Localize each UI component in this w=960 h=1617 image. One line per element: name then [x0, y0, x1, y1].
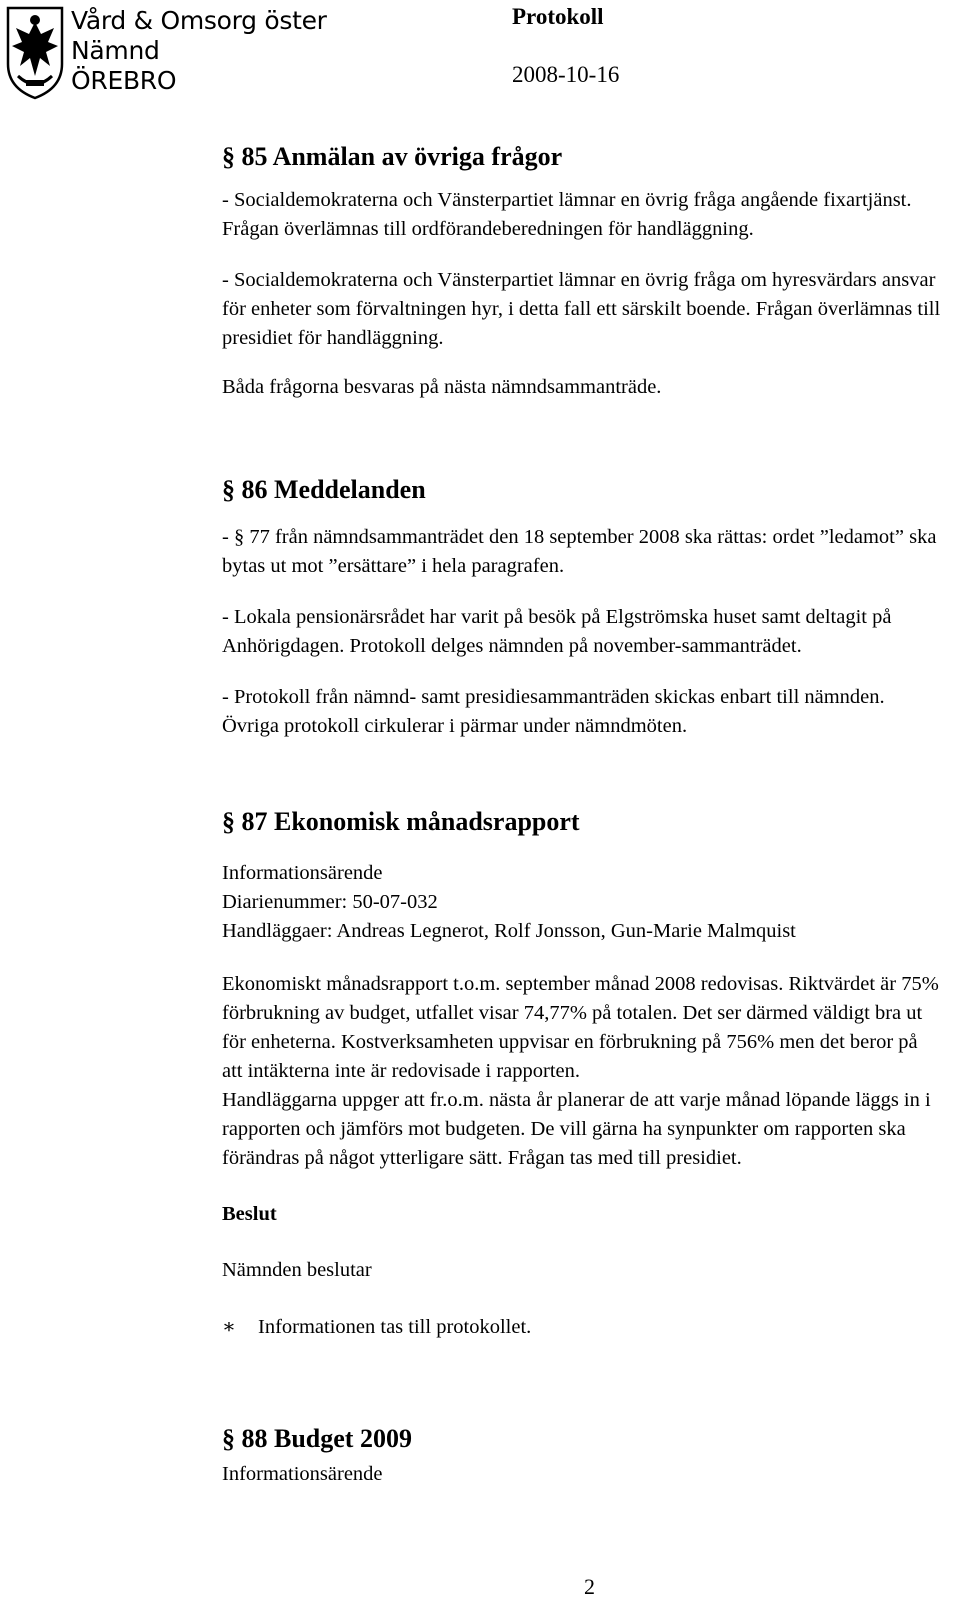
beslut-intro: Nämnden beslutar	[222, 1259, 372, 1281]
section-88-type: Informationsärende	[222, 1463, 383, 1485]
organization-name	[71, 6, 327, 96]
section-85-paragraph-3: Båda frågorna besvaras på nästa nämndsammanträde.	[222, 376, 662, 398]
document-title: Protokoll	[512, 4, 604, 29]
org-line-1: Vård & Omsorg öster	[71, 6, 327, 35]
document-date: 2008-10-16	[512, 62, 620, 87]
section-86-paragraph-1: - § 77 från nämndsammanträdet den 18 september 2008 ska rättas: ordet ”ledamot” ska bytas ut mot ”ersättare” i hela paragrafen.	[222, 526, 937, 577]
asterisk-bullet-icon: ∗	[222, 1316, 236, 1338]
page-header	[0, 0, 960, 110]
section-85	[222, 140, 942, 402]
orebro-coat-of-arms-logo	[4, 4, 66, 100]
beslut-heading: Beslut	[222, 1203, 277, 1225]
section-88	[222, 1422, 942, 1489]
section-85-heading: § 85 Anmälan av övriga frågor	[222, 142, 563, 171]
org-line-3: ÖREBRO	[71, 66, 177, 95]
beslut-list-item	[222, 1313, 942, 1342]
section-86-paragraph-3: - Protokoll från nämnd- samt presidiesammanträden skickas enbart till nämnden. Övriga protokoll cirkulerar i pärmar under nämndmöten.	[222, 686, 885, 737]
section-87-heading: § 87 Ekonomisk månadsrapport	[222, 807, 580, 836]
section-86	[222, 473, 942, 741]
section-87-diarienummer: Diarienummer: 50-07-032	[222, 891, 438, 913]
section-87-type: Informationsärende	[222, 862, 383, 884]
section-87-handlaggare: Handläggaer: Andreas Legnerot, Rolf Jonsson, Gun-Marie Malmquist	[222, 920, 796, 942]
section-85-paragraph-1: - Socialdemokraterna och Vänsterpartiet lämnar en övrig fråga angående fixartjänst. Frågan överlämnas till ordförandeberedningen för handläggning.	[222, 189, 912, 240]
section-86-heading: § 86 Meddelanden	[222, 475, 426, 504]
section-88-heading: § 88 Budget 2009	[222, 1424, 412, 1453]
section-87-paragraph-1: Ekonomiskt månadsrapport t.o.m. september månad 2008 redovisas. Riktvärdet är 75% förbrukning av budget, utfallet visar 74,77% på totalen. Det ser därmed väldigt bra ut för enheterna. Kostverksamheten uppvisar en förbrukning på 756% men det beror på att intäkterna inte är redovisade i rapporten.	[222, 973, 939, 1082]
section-87-paragraph-2: Handläggarna uppger att fr.o.m. nästa år planerar de att varje månad löpande läggs in i rapporten och jämförs mot budgeten. De vill gärna ha synpunkter om rapporten ska förändras på något ytterligare sätt. Frågan tas med till presidiet.	[222, 1089, 931, 1169]
section-85-paragraph-2: - Socialdemokraterna och Vänsterpartiet lämnar en övrig fråga om hyresvärdars ansvar för enheter som förvaltningen hyr, i detta fall ett särskilt boende. Frågan överlämnas till presidiet för handläggning.	[222, 269, 941, 349]
section-87	[222, 805, 942, 1342]
org-line-2: Nämnd	[71, 36, 160, 65]
beslut-item-text: Informationen tas till protokollet.	[258, 1316, 532, 1338]
page-number: 2	[584, 1574, 595, 1599]
section-86-paragraph-2: - Lokala pensionärsrådet har varit på besök på Elgströmska huset samt deltagit på Anhörigdagen. Protokoll delges nämnden på november-sammanträdet.	[222, 606, 892, 657]
